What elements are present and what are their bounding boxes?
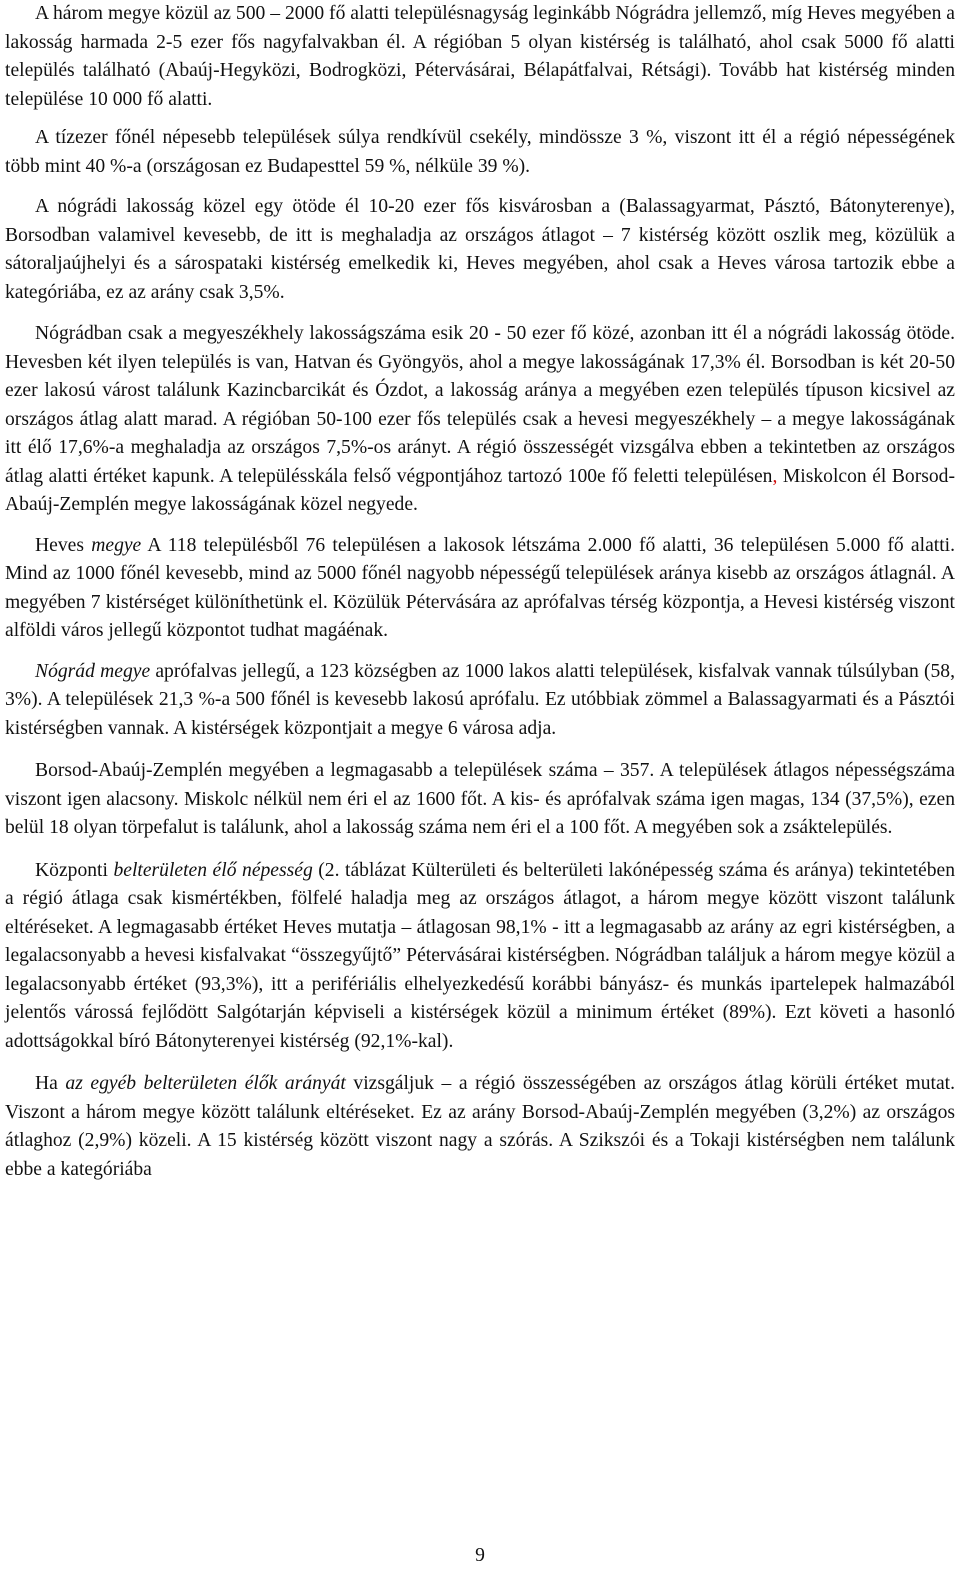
italic-term: megye	[91, 534, 142, 556]
paragraph-other-inner-area	[5, 1070, 955, 1184]
italic-term: Nógrád megye	[35, 660, 151, 682]
paragraph-text: Borsod-Abaúj-Zemplén megyében a legmagasabb a települések száma – 357. A települések átlagos népességszáma viszont igen alacsony. Miskolc nélkül nem éri el az 1600 főt. A kis- és aprófalvak száma igen magas, 134 (37,5%), ezen belül 18 olyan törpefalut is találunk, ahol a lakosság száma nem éri el a 100 főt. A megyében sok a zsáktelepülés.	[5, 760, 955, 838]
paragraph-text: Miskolcon él Borsod-Abaúj-Zemplén megye lakosságának közel negyede.	[5, 465, 955, 515]
paragraph-settlement-size	[5, 0, 955, 114]
paragraph-text: (2. táblázat Külterületi és belterületi lakónépesség száma és aránya) tekintetében a régió átlaga csak kismértékben, fölfelé haladja meg az országos átlagot, a három megye között viszont találunk eltéréseket. A legmagasabb értéket Heves mutatja – átlagosan 98,1% - itt a legmagasabb az arány az egri kistérségben, a legalacsonyabb a hevesi kisfalvakat “összegyűjtő” Pétervásárai kistérségben. Nógrádban találjuk a három megye közül a legalacsonyabb értéket (93,3%), itt a perifériális elhelyezkedésű korábbi bányász- és munkás ipartelepek halmazából jelentős várossá fejlődött Salgótarján képviseli a kistérségek közül a minimum értéket (89%). Ezt követi a hasonló adottságokkal bíró Bátonyterenyei kistérség (92,1%-kal).	[5, 859, 955, 1052]
paragraph-text: A tízezer főnél népesebb települések súlya rendkívül csekély, mindössze 3 %, viszont itt él a régió népességének több mint 40 %-a (országosan ez Budapesttel 59 %, nélküle 39 %).	[5, 127, 955, 177]
red-comma: ,	[772, 465, 778, 487]
paragraph-text: Központi	[35, 859, 114, 881]
paragraph-text: A három megye közül az 500 – 2000 fő alatti településnagyság leginkább Nógrádra jellemző, míg Heves megyében a lakosság harmada 2-5 ezer fős nagyfalvakban él. A régióban 5 olyan kistérség is található, ahol csak 5000 fő alatti település található (Abaúj-Hegyközi, Bodrogközi, Pétervásárai, Bélapátfalvai, Rétsági). Tovább hat kistérség minden települése 10 000 fő alatti.	[5, 3, 955, 110]
page-number: 9	[475, 1545, 485, 1566]
paragraph-ten-thousand	[5, 124, 955, 181]
paragraph-county-seats	[5, 320, 955, 520]
paragraph-text: Nógrádban csak a megyeszékhely lakosságszáma esik 20 - 50 ezer fő közé, azonban itt él a nógrádi lakosság ötöde. Hevesben két ilyen település is van, Hatvan és Gyöngyös, ahol a megye lakosságának 17,3% él. Borsodban is két 20-50 ezer lakosú várost találunk Kazincbarcikát és Ózdot, a lakosság aránya a megyében ezen település típuson kicsivel az országos átlag alatt marad. A régióban 50-100 ezer fős település csak a hevesi megyeszékhely – a megye lakosságának itt élő 17,6%-a meghaladja az országos 7,5%-os arányt. A régió összességét vizsgálva ebben a tekintetben az országos átlag alatti értéket kapunk. A településskála felső végpontjához tartozó 100e fő feletti településen	[5, 323, 955, 487]
paragraph-text: aprófalvas jellegű, a 123 községben az 1000 lakos alatti települések, kisfalvak vannak túlsúlyban (58, 3%). A települések 21,3 %-a 500 főnél is kevesebb lakosú aprófalu. Ez utóbbiak zömmel a Balassagyarmati és a Pásztói kistérségben vannak. A kistérségek központjait a megye 6 városa adja.	[5, 660, 955, 739]
paragraph-nograd-towns	[5, 193, 955, 307]
paragraph-text: Heves	[35, 534, 92, 556]
paragraph-heves	[5, 532, 955, 646]
paragraph-text: A nógrádi lakosság közel egy ötöde él 10-20 ezer fős kisvárosban a (Balassagyarmat, Pásztó, Bátonyterenye), Borsodban valamivel kevesebb, de itt is meghaladja az országos átlagot – 7 kistérség között oszlik meg, közülük a sátoraljaújhelyi és a sárospataki kistérség emelkedik ki, Heves megyében, ahol csak a Heves városa tartozik ebbe a kategóriába, ez az arány csak 3,5%.	[5, 196, 955, 303]
italic-term: belterületen élő népesség	[113, 859, 313, 881]
paragraph-text: Ha	[35, 1073, 66, 1094]
paragraph-text: vizsgáljuk – a régió összességében az országos átlag körüli értéket mutat. Viszont a három megye között találunk eltéréseket. Ez az arány Borsod-Abaúj-Zemplén megyében (3,2%) az országos átlaghoz (2,9%) közeli. A 15 kistérség között viszont nagy a szórás. A Szikszói és a Tokaji kistérségben nem találunk ebbe a kategóriába	[5, 1073, 956, 1180]
document-page	[5, 0, 955, 1184]
paragraph-inner-area	[5, 857, 955, 1057]
paragraph-nograd-county	[5, 658, 955, 744]
paragraph-text: A 118 településből 76 településen a lakosok létszáma 2.000 fő alatti, 36 településen 5.000 fő alatti. Mind az 1000 főnél kevesebb, mind az 5000 főnél nagyobb népességű települések aránya kisebb az országos átlagnál. A megyében 7 kistérséget különíthetünk el. Közülük Pétervására az aprófalvas térség központja, a Hevesi kistérség viszont alföldi város jellegű központot tudhat magáénak.	[5, 534, 956, 641]
paragraph-borsod	[5, 757, 955, 843]
italic-term: az egyéb belterületen élők arányát	[65, 1073, 346, 1094]
